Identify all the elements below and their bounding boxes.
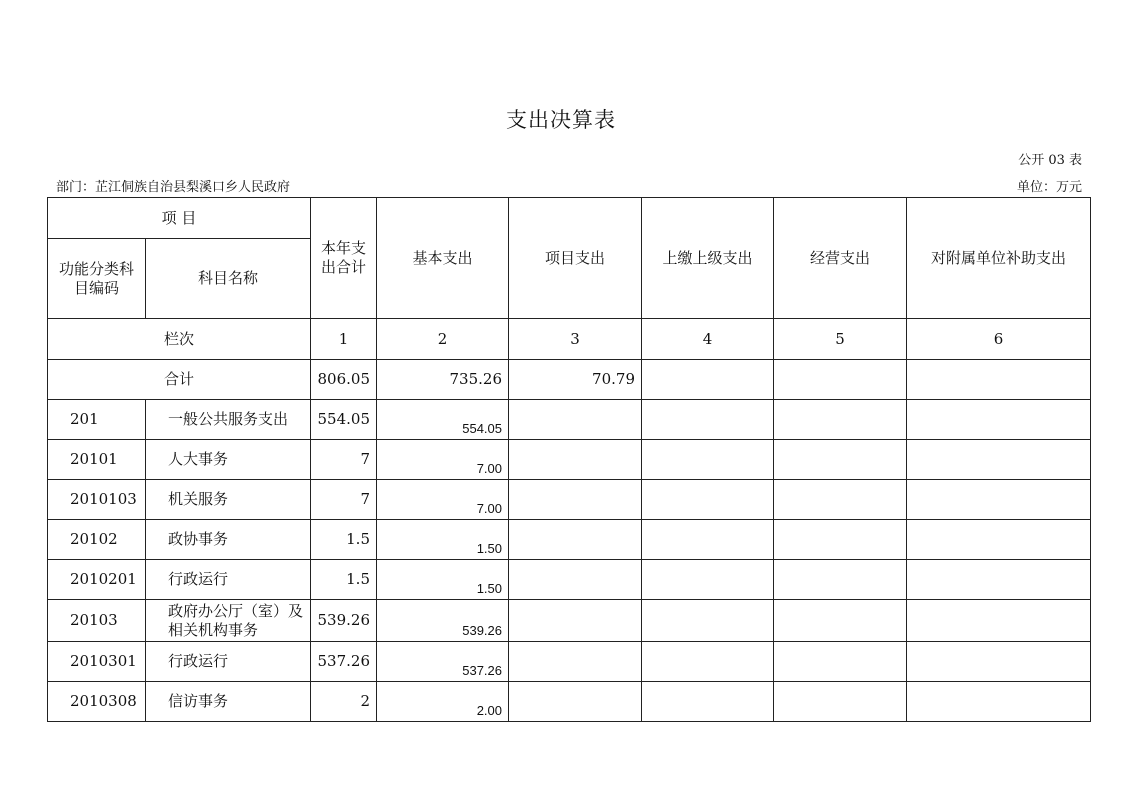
row-project — [509, 600, 642, 642]
row-total: 1.5 — [311, 520, 377, 560]
row-total: 554.05 — [311, 400, 377, 440]
row-subsidy — [907, 600, 1091, 642]
row-code: 20102 — [48, 520, 146, 560]
header-subject-name: 科目名称 — [146, 239, 311, 319]
header-upper: 上缴上级支出 — [642, 198, 774, 319]
sum-basic: 735.26 — [377, 360, 509, 400]
sum-operating — [774, 360, 907, 400]
department-label: 部门：芷江侗族自治县梨溪口乡人民政府 — [56, 180, 291, 195]
row-subsidy — [907, 520, 1091, 560]
table-row — [48, 600, 1091, 642]
row-basic: 539.26 — [377, 600, 509, 642]
table-row — [48, 480, 1091, 520]
row-subsidy — [907, 440, 1091, 480]
row-code: 2010308 — [48, 682, 146, 722]
header-total: 本年支出合计 — [311, 198, 377, 319]
row-subsidy — [907, 400, 1091, 440]
row-basic: 1.50 — [377, 560, 509, 600]
row-upper — [642, 400, 774, 440]
table-row — [48, 642, 1091, 682]
row-name: 行政运行 — [146, 642, 311, 682]
table-row — [48, 682, 1091, 722]
row-project — [509, 642, 642, 682]
table-row — [48, 400, 1091, 440]
row-basic: 537.26 — [377, 642, 509, 682]
row-operating — [774, 600, 907, 642]
row-subsidy — [907, 682, 1091, 722]
row-total: 2 — [311, 682, 377, 722]
row-project — [509, 682, 642, 722]
row-basic: 2.00 — [377, 682, 509, 722]
row-operating — [774, 480, 907, 520]
column-index-label: 栏次 — [48, 319, 311, 360]
column-index-cell: 3 — [509, 319, 642, 360]
row-name: 政协事务 — [146, 520, 311, 560]
row-project — [509, 520, 642, 560]
row-total: 539.26 — [311, 600, 377, 642]
row-operating — [774, 560, 907, 600]
row-operating — [774, 682, 907, 722]
row-upper — [642, 480, 774, 520]
row-subsidy — [907, 642, 1091, 682]
header-project: 项目支出 — [509, 198, 642, 319]
row-code: 201 — [48, 400, 146, 440]
header-item: 项 目 — [48, 198, 311, 239]
row-project — [509, 440, 642, 480]
row-operating — [774, 440, 907, 480]
row-total: 7 — [311, 440, 377, 480]
table-row — [48, 560, 1091, 600]
row-basic: 1.50 — [377, 520, 509, 560]
row-name: 行政运行 — [146, 560, 311, 600]
row-total: 1.5 — [311, 560, 377, 600]
column-index-cell: 4 — [642, 319, 774, 360]
table-row — [48, 520, 1091, 560]
sum-subsidy — [907, 360, 1091, 400]
row-basic: 7.00 — [377, 440, 509, 480]
unit-label: 单位：万元 — [1016, 180, 1082, 195]
column-index-cell: 2 — [377, 319, 509, 360]
column-index-cell: 6 — [907, 319, 1091, 360]
row-code: 2010301 — [48, 642, 146, 682]
row-upper — [642, 520, 774, 560]
row-code: 2010201 — [48, 560, 146, 600]
row-code: 20103 — [48, 600, 146, 642]
row-upper — [642, 440, 774, 480]
row-upper — [642, 642, 774, 682]
row-project — [509, 480, 642, 520]
row-subsidy — [907, 560, 1091, 600]
row-total: 537.26 — [311, 642, 377, 682]
page-title: 支出决算表 — [506, 108, 616, 132]
header-subsidy: 对附属单位补助支出 — [907, 198, 1091, 319]
row-project — [509, 400, 642, 440]
row-code: 2010103 — [48, 480, 146, 520]
column-index-cell: 1 — [311, 319, 377, 360]
sum-upper — [642, 360, 774, 400]
sum-total: 806.05 — [311, 360, 377, 400]
sum-label: 合计 — [48, 360, 311, 400]
expenditure-table — [47, 197, 1091, 722]
row-name: 一般公共服务支出 — [146, 400, 311, 440]
sum-project: 70.79 — [509, 360, 642, 400]
row-upper — [642, 560, 774, 600]
row-operating — [774, 520, 907, 560]
row-basic: 554.05 — [377, 400, 509, 440]
row-total: 7 — [311, 480, 377, 520]
row-operating — [774, 400, 907, 440]
row-upper — [642, 682, 774, 722]
row-name: 人大事务 — [146, 440, 311, 480]
table-number: 公开 03 表 — [1018, 153, 1082, 168]
row-name: 政府办公厅（室）及相关机构事务 — [146, 600, 311, 642]
sum-row — [48, 360, 1091, 400]
header-operating: 经营支出 — [774, 198, 907, 319]
row-name: 机关服务 — [146, 480, 311, 520]
row-code: 20101 — [48, 440, 146, 480]
row-name: 信访事务 — [146, 682, 311, 722]
row-basic: 7.00 — [377, 480, 509, 520]
column-index-cell: 5 — [774, 319, 907, 360]
row-upper — [642, 600, 774, 642]
header-basic: 基本支出 — [377, 198, 509, 319]
column-index-row — [48, 319, 1091, 360]
row-operating — [774, 642, 907, 682]
table-row — [48, 440, 1091, 480]
header-func-code: 功能分类科目编码 — [48, 239, 146, 319]
row-project — [509, 560, 642, 600]
row-subsidy — [907, 480, 1091, 520]
